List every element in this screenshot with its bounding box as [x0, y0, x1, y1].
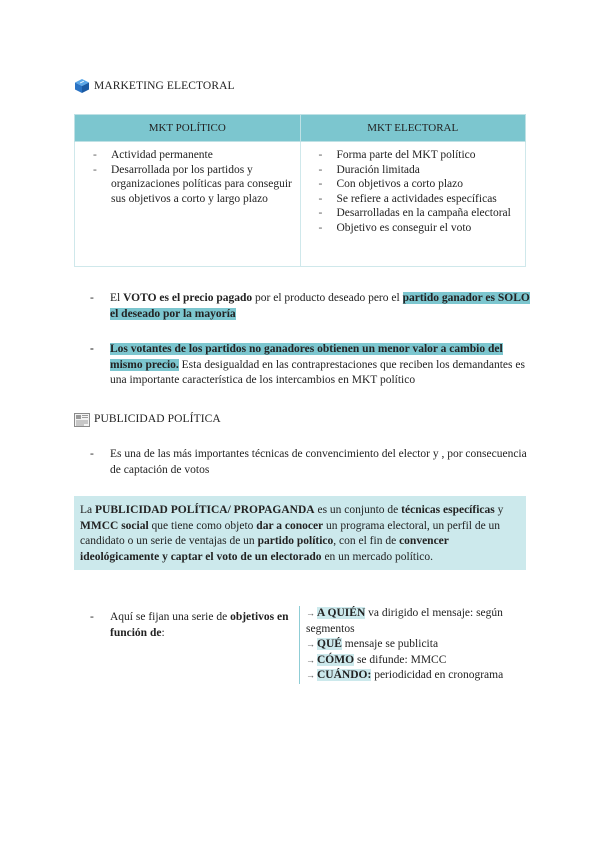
highlighted-text: partido ganador es SOLO el deseado por la mayoría — [110, 292, 530, 320]
text-run: y — [494, 504, 504, 516]
section-header-marketing-electoral — [74, 78, 235, 94]
bullet-dash: - — [90, 292, 94, 304]
paragraph-objetivos — [90, 610, 295, 641]
list-item — [306, 668, 528, 684]
table-header-mkt-electoral: MKT ELECTORAL — [300, 115, 526, 142]
text-run: Esta desigualdad en las contraprestaciones que reciben los demandantes es una importante característica de los intercambios en MKT político — [110, 358, 525, 386]
text-run-bold: convencer ideológicamente y captar el voto de un electorado — [80, 535, 449, 563]
text-run: periodicidad en cronograma — [371, 669, 504, 681]
paragraph-votantes — [90, 342, 530, 389]
text-run-bold: VOTO es el precio pagado — [123, 292, 253, 304]
text-run: mensaje se publicita — [341, 638, 439, 650]
highlighted-text: A QUIÉN — [317, 607, 366, 619]
text-run: se difunde: MMCC — [354, 653, 447, 666]
objectives-list — [299, 606, 528, 684]
text-run: va dirigido el mensaje: según segmentos — [306, 607, 503, 635]
bullet-dash: - — [90, 611, 94, 623]
newspaper-icon — [74, 413, 90, 427]
list-item — [306, 653, 528, 669]
ballot-box-icon — [74, 78, 90, 94]
highlighted-text: CUÁNDO: — [317, 669, 372, 681]
table-cell-mkt-politico — [75, 142, 301, 267]
text-run-bold: técnicas específicas — [401, 504, 495, 516]
text-run: El — [110, 292, 124, 304]
list-item: - Actividad permanente — [91, 148, 294, 163]
text-run: en un mercado político. — [321, 550, 434, 563]
text-run: : — [161, 626, 165, 639]
text-run: Aquí se fijan una serie de — [110, 611, 231, 623]
section-header-publicidad-politica — [74, 412, 221, 427]
section-title: MARKETING ELECTORAL — [94, 79, 235, 92]
paragraph-tecnicas — [90, 447, 530, 478]
text-run: Es una de las más importantes técnicas de convencimiento del elector y , por consecuencia de captación de votos — [110, 448, 527, 476]
highlighted-text: CÓMO — [317, 653, 355, 666]
comparison-table — [74, 114, 526, 267]
text-run-bold: PUBLICIDAD POLÍTICA/ PROPAGANDA — [95, 504, 315, 516]
list-item: - Desarrollada por los partidos y organizaciones políticas para conseguir sus objetivos a corto y largo plazo — [91, 163, 294, 207]
arrow-right-icon: → — [306, 608, 315, 618]
list-item: - Desarrolladas en la campaña electoral — [317, 206, 520, 221]
text-run: que tiene como objeto — [148, 519, 257, 532]
text-run-bold: partido político — [257, 535, 334, 547]
text-run-bold: objetivos en función de — [110, 611, 289, 639]
arrow-right-icon: → — [306, 639, 315, 649]
table-cell-mkt-electoral — [300, 142, 526, 267]
text-run: un programa electoral, un perfil de un candidato o un serie de ventajas de un — [80, 519, 501, 547]
text-run: es un conjunto de — [314, 504, 402, 516]
bullet-dash: - — [90, 448, 94, 460]
list-item: - Forma parte del MKT político — [317, 148, 520, 163]
bullet-dash: - — [90, 343, 94, 355]
list-item: - Se refiere a actividades específicas — [317, 192, 520, 207]
text-run: por el producto deseado pero el — [252, 292, 403, 304]
highlighted-text: QUÉ — [317, 638, 342, 650]
list-item — [306, 606, 528, 637]
text-run-bold: dar a conocer — [256, 519, 324, 532]
section-title: PUBLICIDAD POLÍTICA — [94, 413, 221, 425]
list-item: - Con objetivos a corto plazo — [317, 177, 520, 192]
text-run: , con el fin de — [333, 535, 400, 547]
text-run-bold: MMCC social — [80, 519, 149, 532]
highlighted-text: Los votantes de los partidos no ganadores obtienen un menor valor a cambio del mismo precio. — [110, 343, 503, 371]
arrow-right-icon: → — [306, 654, 315, 665]
text-run: La — [80, 504, 96, 516]
arrow-right-icon: → — [306, 670, 315, 680]
definition-box — [74, 496, 526, 570]
list-item: - Duración limitada — [317, 163, 520, 178]
list-item — [306, 637, 528, 653]
table-header-mkt-politico: MKT POLÍTICO — [75, 115, 301, 142]
paragraph-voto — [90, 291, 530, 322]
list-item: - Objetivo es conseguir el voto — [317, 221, 520, 236]
